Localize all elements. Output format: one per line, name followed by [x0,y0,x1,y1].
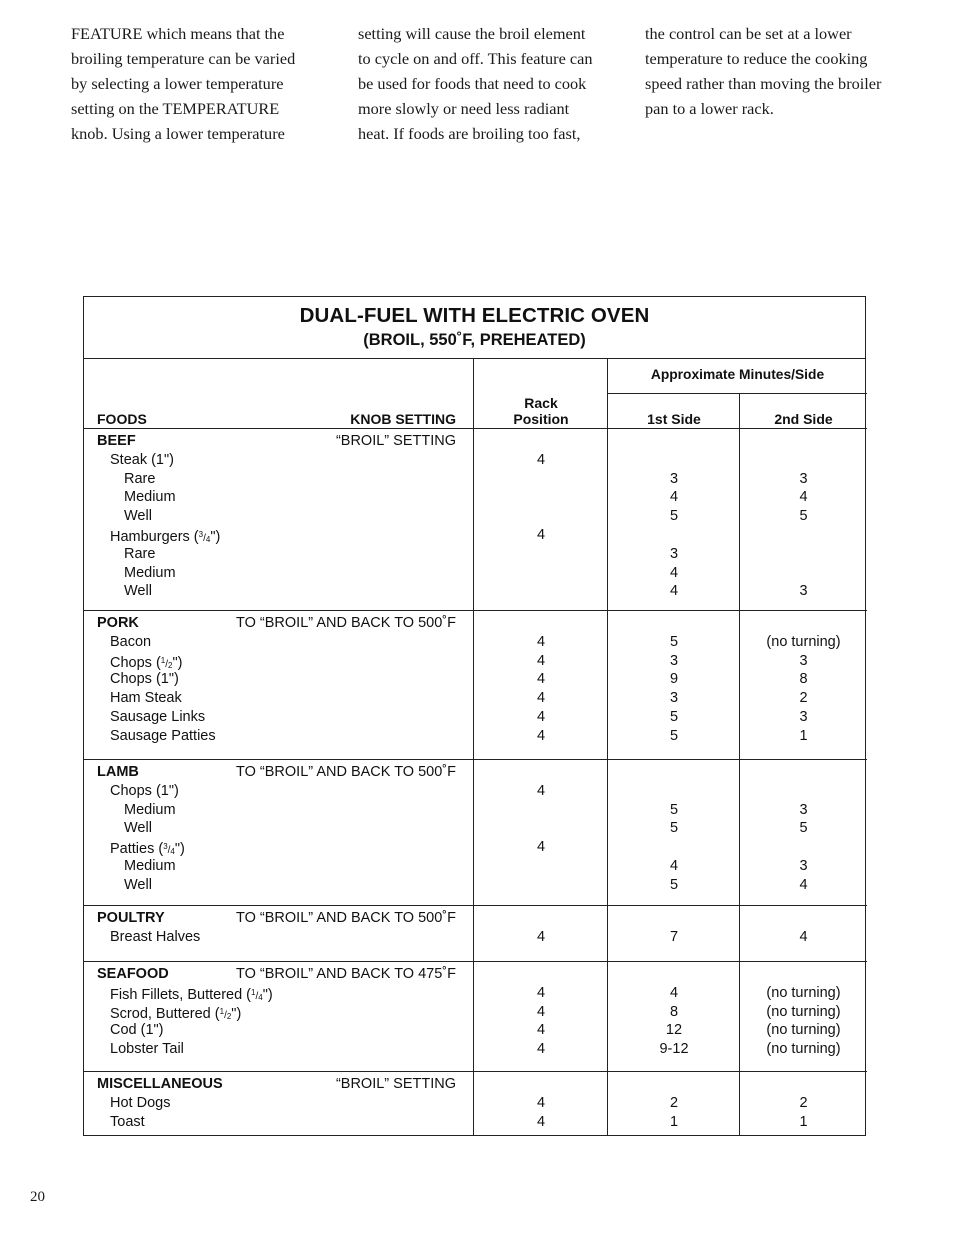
broil-chart-table [83,296,866,1136]
first-side-minutes: 3 [669,470,679,487]
first-side-minutes: 7 [669,928,679,945]
food-item [97,470,155,489]
intro-line: more slowly or need less radiant [358,99,570,118]
section-divider [84,961,867,962]
rack-position-value: 4 [536,782,546,799]
first-side-minutes: 5 [669,820,679,837]
table-title-band [84,297,865,359]
food-item [97,451,174,470]
second-side-minutes: 3 [799,470,808,487]
food-item [97,488,176,507]
fraction-slash: / [203,533,206,544]
food-item [97,633,151,652]
first-side-minutes: 2 [669,1094,679,1111]
first-side-minutes: 4 [669,489,679,506]
first-side-minutes: 3 [669,690,679,707]
first-side-minutes: 1 [669,1113,679,1130]
food-item [97,857,176,876]
food-item [97,1113,145,1132]
rack-position-value: 4 [536,1022,546,1039]
second-side-minutes: 5 [799,508,808,525]
food-item-label: Ham Steak [110,690,182,707]
food-item [97,819,152,838]
first-side-minutes: 5 [669,801,679,818]
fraction-slash: / [167,845,171,857]
fraction-numerator: 1 [160,655,166,665]
header-first-side: 1st Side [647,411,701,427]
food-item [97,1040,184,1059]
intro-line: heat. If foods are broiling too fast, [358,124,581,143]
second-side-minutes: 5 [799,820,808,837]
food-item-label: Lobster Tail [110,1041,184,1058]
food-item [97,727,216,746]
food-item [97,928,200,947]
food-item [97,582,152,601]
rack-position-value: 4 [536,690,546,707]
section-knob-setting: TO “BROIL” AND BACK TO 500˚F [236,910,456,926]
rack-position-value: 4 [536,527,546,543]
first-side-minutes: 4 [669,583,679,600]
header-knob-setting: KNOB SETTING [350,411,456,427]
rack-position-value: 4 [536,709,546,725]
intro-line: to cycle on and off. This feature can [358,49,593,68]
fraction-numerator: 1 [219,1006,225,1016]
rack-position-value: 4 [536,984,546,1001]
fraction-numerator: 3 [198,530,204,539]
second-side-minutes: 8 [799,671,808,688]
second-side-minutes: 4 [799,928,808,945]
food-item [97,689,182,708]
rack-position-value: 4 [536,1094,546,1111]
second-side-minutes: 1 [799,1113,808,1130]
first-side-minutes: 3 [669,545,679,562]
section-name: POULTRY [97,910,165,926]
rack-position-value: 4 [536,839,546,856]
food-item-label: Chops (1") [110,782,179,799]
second-side-minutes: 3 [799,652,808,669]
section-name: BEEF [97,433,136,449]
table-title: DUAL-FUEL WITH ELECTRIC OVEN [299,304,650,327]
fraction-numerator: 3 [163,842,168,852]
second-side-minutes: 1 [799,727,808,744]
second-side-minutes: 4 [799,489,808,506]
food-item-label: Toast [110,1113,145,1130]
first-side-minutes: 9-12 [659,1041,689,1058]
second-side-minutes: (no turning) [766,1003,841,1020]
food-item-label: Well [124,876,152,893]
section-knob-setting: “BROIL” SETTING [335,433,456,449]
rack-position-value: 4 [536,1113,546,1130]
header-rack-line1: Rack [524,395,558,411]
second-side-minutes: 2 [799,690,808,707]
food-item [97,545,155,564]
first-side-minutes: 5 [669,709,679,725]
second-side-minutes: (no turning) [766,984,841,1001]
second-side-minutes: (no turning) [766,633,841,650]
fraction-denominator: 4 [170,847,175,857]
intro-column-2 [358,21,610,146]
fraction-denominator: 2 [168,660,173,670]
food-item [97,1094,170,1113]
rack-position-value: 4 [536,652,546,669]
food-item-label: Well [124,583,152,600]
section-divider [84,1071,867,1072]
section-knob-setting: TO “BROIL” AND BACK TO 475˚F [236,966,456,982]
intro-line: temperature to reduce the cooking [645,49,868,68]
intro-line: pan to a lower rack. [645,99,774,118]
food-item-label: Hot Dogs [110,1094,171,1111]
fraction-denominator: 4 [258,992,263,1002]
header-rack-line2: Position [513,411,569,427]
rack-position-value: 4 [536,727,546,744]
divider-header-bottom [84,428,867,429]
second-side-minutes: 3 [799,858,808,874]
first-side-minutes: 4 [669,858,679,874]
fraction-slash: / [255,990,259,1002]
food-item-label: Breast Halves [110,928,201,945]
second-side-minutes: (no turning) [766,1022,841,1039]
food-item-label: Sausage Links [110,709,206,725]
table-subtitle: (BROIL, 550˚F, PREHEATED) [363,331,586,349]
rack-position-value: 4 [536,451,546,468]
food-item-suffix: ") [172,654,183,671]
fraction-slash: / [165,658,169,670]
first-side-minutes: 4 [669,564,679,581]
food-item [97,876,152,895]
first-side-minutes: 9 [669,671,679,688]
second-side-minutes: 4 [799,876,808,893]
section-name: LAMB [97,764,139,780]
section-divider [84,759,867,760]
first-side-minutes: 4 [669,984,679,1001]
rack-position-value: 4 [536,671,546,688]
fraction-denominator: 4 [205,535,211,544]
food-item-label: Patties ( [110,841,164,858]
food-item [97,564,176,583]
intro-column-3 [645,21,897,121]
intro-line: setting on the TEMPERATURE [71,99,280,118]
section-divider [84,610,867,611]
intro-line: the control can be set at a lower [645,24,852,43]
intro-column-1 [71,21,323,146]
first-side-minutes: 5 [669,727,679,744]
food-item-label: Chops ( [110,654,161,671]
rack-position-value: 4 [536,1003,546,1020]
section-knob-setting: TO “BROIL” AND BACK TO 500˚F [236,764,456,780]
food-item-label: Sausage Patties [110,727,216,744]
first-side-minutes: 8 [669,1003,679,1020]
food-item-label: Cod (1") [110,1022,164,1039]
intro-line: knob. Using a lower temperature [71,124,285,143]
divider-approx-header [607,393,867,394]
first-side-minutes: 5 [669,876,679,893]
section-name: MISCELLANEOUS [97,1076,223,1092]
food-item-label: Rare [124,470,156,487]
food-item-label: Steak (1") [110,451,174,468]
food-item-label: Rare [124,545,156,562]
fraction-numerator: 1 [251,987,256,997]
food-item-label: Chops (1") [110,671,179,688]
food-item [97,801,176,820]
food-item [97,708,205,727]
food-item-suffix: ") [210,529,221,545]
header-approx-minutes: Approximate Minutes/Side [650,367,825,382]
header-second-side: 2nd Side [774,411,833,427]
section-name: SEAFOOD [97,966,169,982]
food-item-label: Fish Fillets, Buttered ( [110,986,252,1003]
intro-line: by selecting a lower temperature [71,74,284,93]
rack-position-value: 4 [536,633,546,650]
header-foods: FOODS [97,411,147,427]
intro-line: speed rather than moving the broiler [645,74,882,93]
food-item-label: Hamburgers ( [110,529,199,545]
first-side-minutes: 3 [669,652,679,669]
food-item [97,1021,164,1040]
intro-line: be used for foods that need to cook [358,74,587,93]
food-item-label: Well [124,820,152,837]
fraction-denominator: 2 [226,1011,232,1021]
second-side-minutes: (no turning) [766,1041,841,1058]
section-knob-setting: TO “BROIL” AND BACK TO 500˚F [236,615,456,631]
rack-position-value: 4 [536,928,546,945]
food-item-label: Bacon [110,633,152,650]
intro-line: FEATURE which means that the [71,24,285,43]
food-item-label: Scrod, Buttered ( [110,1005,220,1022]
fraction-slash: / [224,1009,227,1021]
section-name: PORK [97,615,139,631]
second-side-minutes: 3 [799,801,808,818]
food-item-suffix: ") [231,1005,242,1022]
section-knob-setting: “BROIL” SETTING [335,1076,456,1092]
section-divider [84,905,867,906]
food-item-suffix: ") [262,986,273,1003]
food-item-label: Well [124,508,152,525]
second-side-minutes: 3 [799,709,808,725]
food-item [97,782,179,801]
food-item-label: Medium [124,564,176,581]
intro-line: broiling temperature can be varied [71,49,296,68]
food-item [97,670,179,689]
food-item-label: Medium [124,489,176,506]
second-side-minutes: 3 [799,583,808,600]
page-number: 20 [30,1189,45,1205]
first-side-minutes: 5 [669,633,679,650]
food-item-label: Medium [124,858,176,874]
food-item [97,507,152,526]
food-item-suffix: ") [174,841,185,858]
first-side-minutes: 5 [669,508,679,525]
food-item-label: Medium [124,801,176,818]
rack-position-value: 4 [536,1041,546,1058]
first-side-minutes: 12 [665,1022,683,1039]
header-rack-position [474,395,608,427]
second-side-minutes: 2 [799,1094,808,1111]
intro-line: setting will cause the broil element [358,24,586,43]
